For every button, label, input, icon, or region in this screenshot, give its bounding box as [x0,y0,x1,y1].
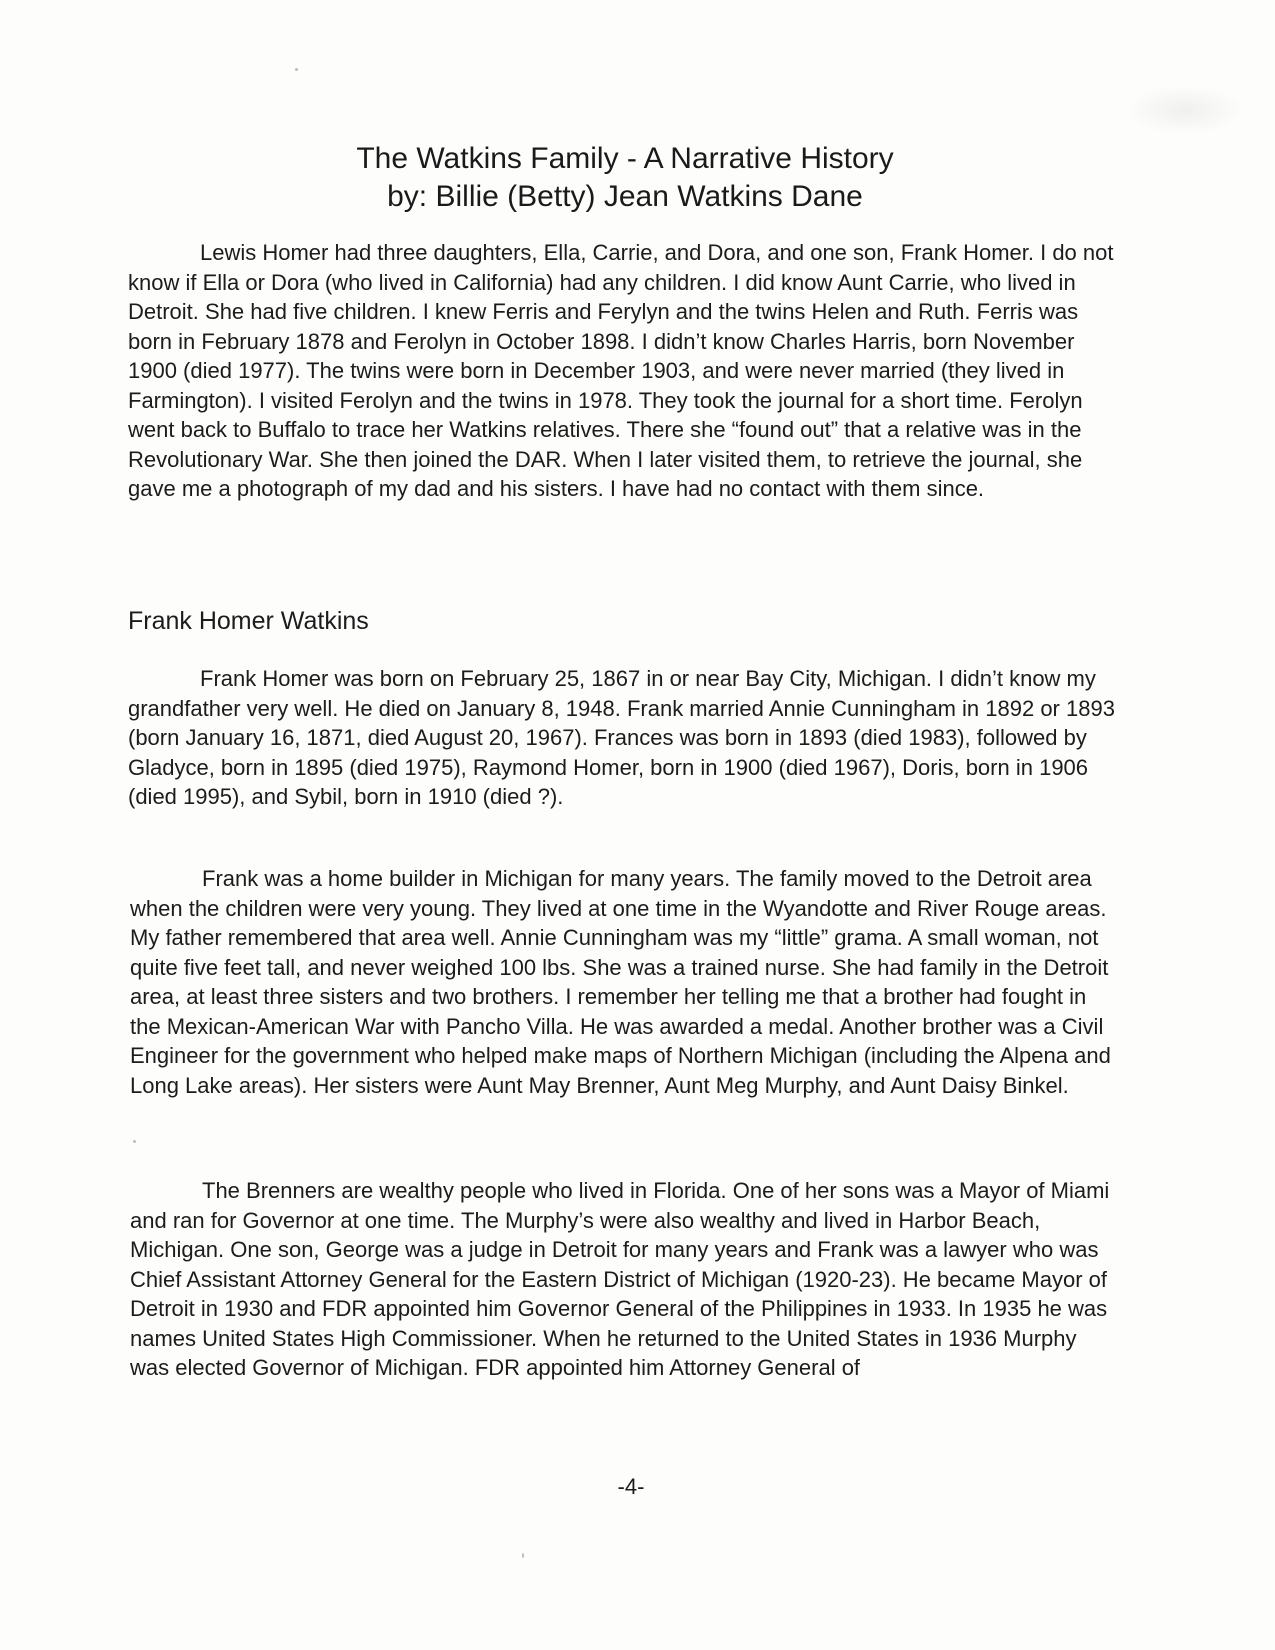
page-number: -4- [617,1474,645,1499]
paragraph-3 [130,1176,1120,1383]
scan-speck [295,68,298,71]
scan-speck [133,1140,136,1143]
intro-section [128,238,1118,504]
title-line-1: The Watkins Family - A Narrative History [356,142,894,175]
intro-paragraph: Lewis Homer had three daughters, Ella, Carrie, and Dora, and one son, Frank Homer. I do not know if Ella or Dora (who lived in California) had any children. I did know Aunt Carrie, who lived in Detroit. She had five children. I knew Ferris and Ferylyn and the twins Helen and Ruth. Ferris was born in February 1878 and Ferolyn in October 1898. I didn’t know Charles Harris, born November 1900 (died 1977). The twins were born in December 1903, and were never married (they lived in Farmington). I visited Ferolyn and the twins in 1978. They took the journal for a short time. Ferolyn went back to Buffalo to trace her Watkins relatives. There she “found out” that a relative was in the Revolutionary War. She then joined the DAR. When I later visited them, to retrieve the journal, she gave me a photograph of my dad and his sisters. I have had no contact with them since. [128,240,1114,501]
paragraph: The Brenners are wealthy people who lived in Florida. One of her sons was a Mayor of Miami and ran for Governor at one time. The Murphy’s were also wealthy and lived in Harbor Beach, Michigan. One son, George was a judge in Detroit for many years and Frank was a lawyer who was Chief Assistant Attorney General for the Eastern District of Michigan (1920-23). He became Mayor of Detroit in 1930 and FDR appointed him Governor General of the Philippines in 1933. In 1935 he was names United States High Commissioner. When he returned to the United States in 1936 Murphy was elected Governor of Michigan. FDR appointed him Attorney General of [130,1178,1110,1380]
title-line-2: by: Billie (Betty) Jean Watkins Dane [387,180,863,213]
scan-speck [522,1553,524,1558]
paragraph-2 [130,864,1120,1100]
document-title [0,140,1250,216]
section-heading: Frank Homer Watkins [128,607,369,635]
paragraph: Frank was a home builder in Michigan for many years. The family moved to the Detroit area when the children were very young. They lived at one time in the Wyandotte and River Rouge areas. My father remembered that area well. Annie Cunningham was my “little” grama. A small woman, not quite five feet tall, and never weighed 100 lbs. She was a trained nurse. She had family in the Detroit area, at least three sisters and two brothers. I remember her telling me that a brother had fought in the Mexican-American War with Pancho Villa. He was awarded a medal. Another brother was a Civil Engineer for the government who helped make maps of Northern Michigan (including the Alpena and Long Lake areas). Her sisters were Aunt May Brenner, Aunt Meg Murphy, and Aunt Daisy Binkel. [130,866,1111,1098]
paragraph-1 [128,664,1118,812]
paragraph: Frank Homer was born on February 25, 1867 in or near Bay City, Michigan. I didn’t know my grandfather very well. He died on January 8, 1948. Frank married Annie Cunningham in 1892 or 1893 (born January 16, 1871, died August 20, 1967). Frances was born in 1893 (died 1983), followed by Gladyce, born in 1895 (died 1975), Raymond Homer, born in 1900 (died 1967), Doris, born in 1906 (died 1995), and Sybil, born in 1910 (died ?). [128,666,1115,809]
scan-smudge [1125,85,1245,135]
